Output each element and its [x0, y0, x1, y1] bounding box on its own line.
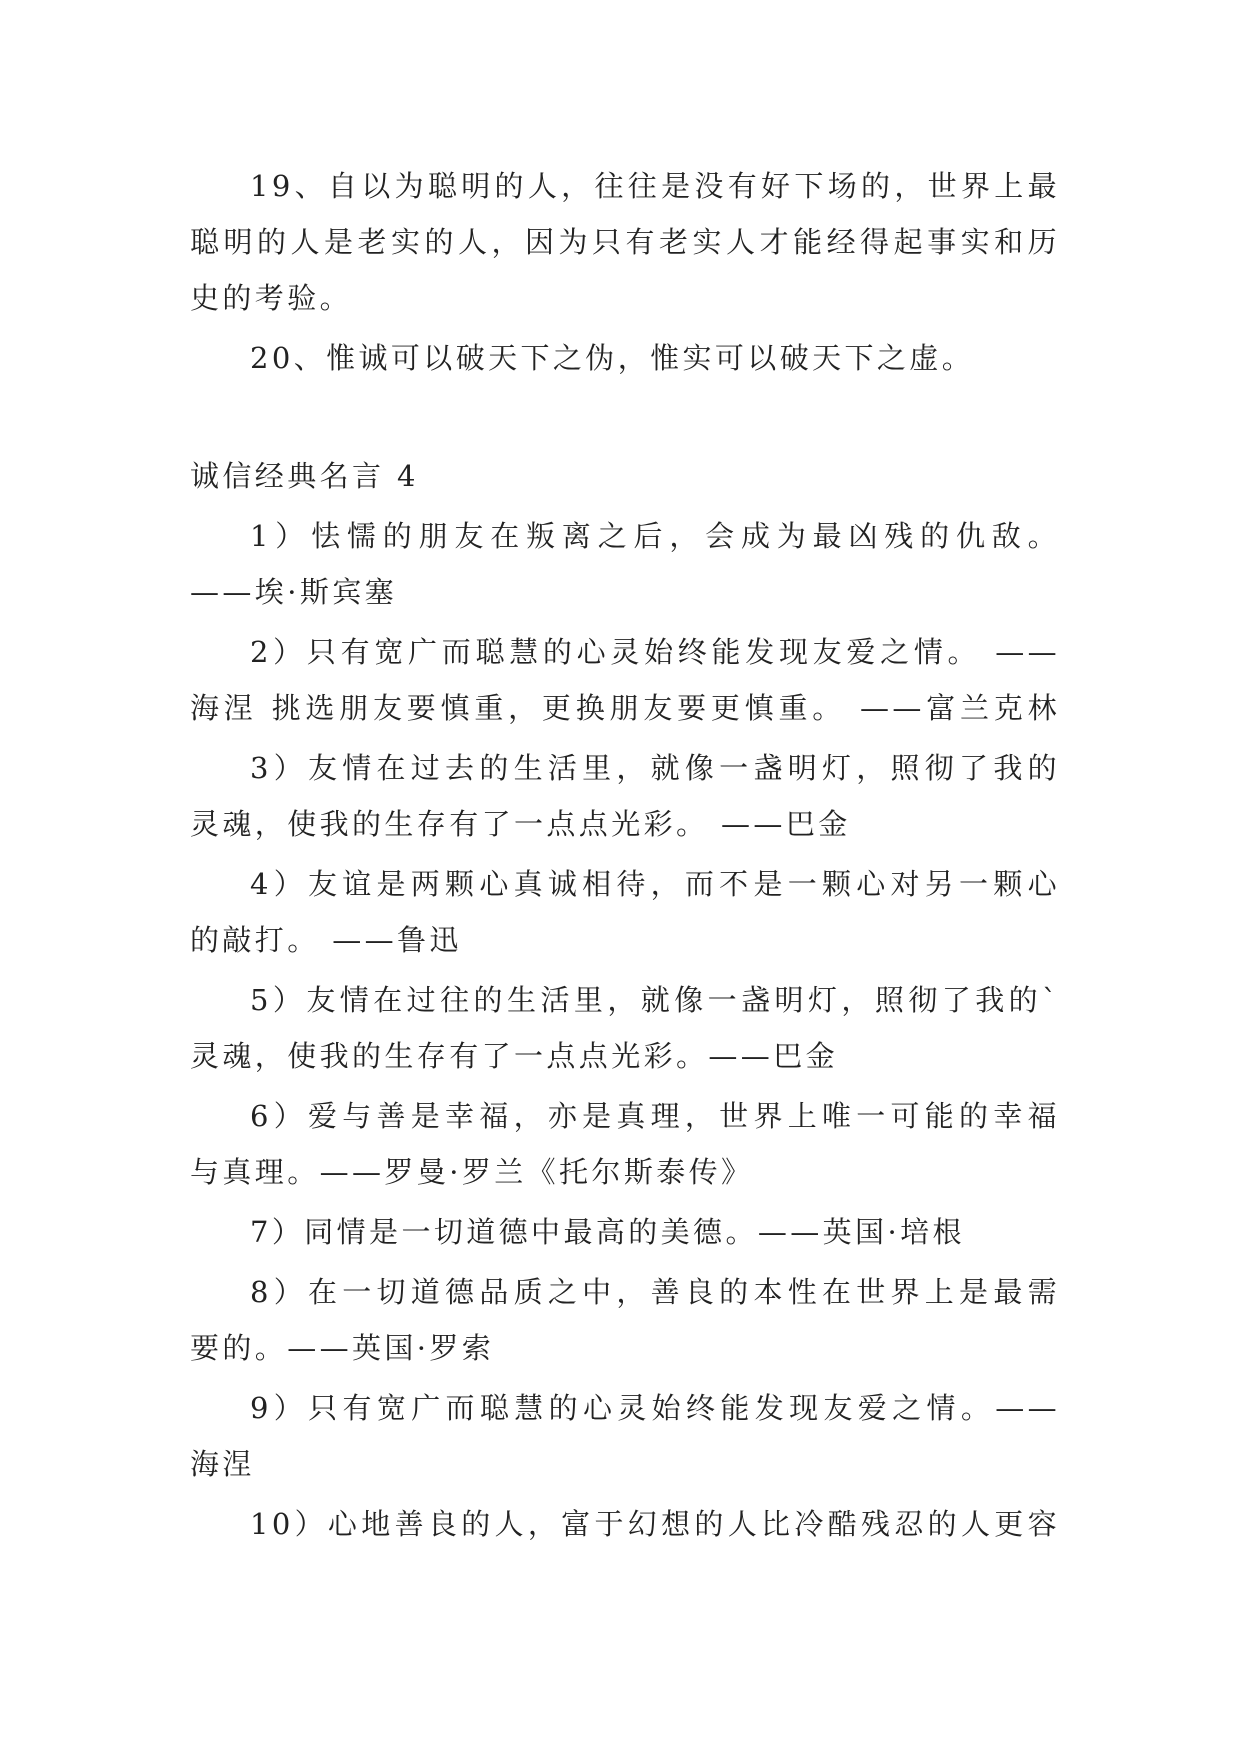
quote-1-line-2: ——埃·斯宾塞 — [190, 575, 398, 609]
quote-5-line-2: 灵魂，使我的生存有了一点点光彩。——巴金 — [190, 1039, 839, 1073]
quote-1-line-1: 1）怯懦的朋友在叛离之后，会成为最凶残的仇敌。 — [250, 519, 1060, 553]
section-heading: 诚信经典名言 4 — [190, 459, 419, 493]
quote-7-line-1: 7）同情是一切道德中最高的美德。——英国·培根 — [250, 1215, 965, 1249]
quote-3-line-1: 3）友情在过去的生活里，就像一盏明灯，照彻了我的 — [250, 751, 1060, 785]
quote-8-line-1: 8）在一切道德品质之中，善良的本性在世界上是最需 — [250, 1275, 1060, 1309]
quote-3-line-2: 灵魂，使我的生存有了一点点光彩。 ——巴金 — [190, 807, 851, 841]
quote-4-line-1: 4）友谊是两颗心真诚相待，而不是一颗心对另一颗心 — [250, 867, 1060, 901]
quote-8-line-2: 要的。——英国·罗索 — [190, 1331, 495, 1365]
item-20-line-1: 20、惟诚可以破天下之伪，惟实可以破天下之虚。 — [250, 341, 975, 375]
item-19-line-3: 史的考验。 — [190, 281, 353, 315]
quote-2-line-2: 海涅 挑选朋友要慎重，更换朋友要更慎重。 ——富兰克林 — [190, 691, 1060, 725]
item-19-line-2: 聪明的人是老实的人，因为只有老实人才能经得起事实和历 — [190, 225, 1060, 259]
quote-2-line-1: 2）只有宽广而聪慧的心灵始终能发现友爱之情。 —— — [250, 635, 1060, 669]
quote-6-line-2: 与真理。——罗曼·罗兰《托尔斯泰传》 — [190, 1155, 754, 1189]
quote-6-line-1: 6）爱与善是幸福，亦是真理，世界上唯一可能的幸福 — [250, 1099, 1060, 1133]
quote-5-line-1: 5）友情在过往的生活里，就像一盏明灯，照彻了我的` — [250, 983, 1060, 1017]
item-19-line-1: 19、自以为聪明的人，往往是没有好下场的，世界上最 — [250, 169, 1060, 203]
quote-9-line-1: 9）只有宽广而聪慧的心灵始终能发现友爱之情。—— — [250, 1391, 1060, 1425]
quote-9-line-2: 海涅 — [190, 1447, 255, 1481]
quote-4-line-2: 的敲打。 ——鲁迅 — [190, 923, 462, 957]
quote-10-line-1: 10）心地善良的人，富于幻想的人比冷酷残忍的人更容 — [250, 1507, 1060, 1541]
